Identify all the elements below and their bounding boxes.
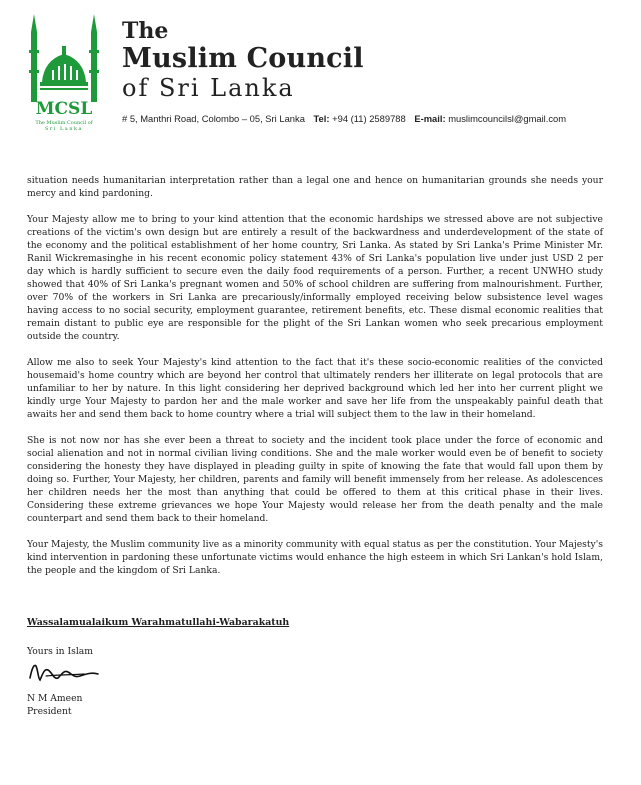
body-paragraph: She is not now nor has she ever been a threat to society and the incident took place under the force of economic and social alienation and not in normal civilian living conditions. She and the male worker would even be of benefit to society considering the honesty they have displayed in pleading guilty in spite of knowing the fate that would fall upon them by doing so. Further, Your Majesty, her children, parents and family will benefit immensely from her release. As adolescences her children needs her the most than anything that could be offered to them at this critical phase in their lives. Considering these extreme grievances we hope Your Majesty would release her from the death penalty and the male counterpart and send them back to their homeland.: [27, 435, 603, 524]
closing-block: [27, 617, 289, 628]
mcsl-logo: [22, 10, 106, 134]
org-title-the: The: [122, 18, 169, 44]
email-value: muslimcouncilsl@gmail.com: [448, 113, 567, 124]
logo-caption-line1: The Muslim Council of: [35, 120, 93, 126]
signer-block: [27, 692, 82, 718]
email-label: E-mail:: [414, 113, 446, 124]
org-title-location: of Sri Lanka: [122, 74, 295, 102]
body-paragraph: Your Majesty allow me to bring to your kind attention that the economic hardships we stressed above are not subjective creations of the victim's own design but are entirely a result of the backwardness and underdevelopment of the state of the economy and the political establishment of her home country, Sri Lanka. As stated by Sri Lanka's Prime Minister Mr. Ranil Wickremasinghe in his recent economic policy statement 43% of Sri Lanka's population live under just USD 2 per day which is hardly sufficient to secure even the daily food requirements of a person. Further, a recent UNWHO study showed that 40% of Sri Lanka's pregnant women and 50% of school children are suffering from malnourishment. Further, over 70% of the workers in Sri Lanka are precariously/informally employed receiving below subsistence level wages having access to no social security, employment guarantee, retirement benefits, etc. These dismal economic realities that remain distant to public eye are responsible for the plight of the Sri Lankan women who seek precarious employment outside the country.: [27, 214, 603, 342]
logo-wordmark: MCSL: [35, 99, 93, 119]
body-paragraph: Your Majesty, the Muslim community live as a minority community with equal status as per the constitution. Your Majesty's kind intervention in pardoning these unfortunate victims would enhance the high esteem in which Sri Lankan's hold Islam, the people and the kingdom of Sri Lanka.: [27, 539, 603, 576]
tel-label: Tel:: [313, 113, 330, 124]
letter-body: [27, 174, 603, 590]
right-minaret-icon: [89, 14, 99, 102]
signature-image: [26, 658, 106, 686]
org-title-name: Muslim Council: [122, 43, 364, 74]
logo-caption-line2: Sri Lanka: [44, 126, 84, 132]
tel-value: +94 (11) 2589788: [332, 113, 406, 124]
address-text: # 5, Manthri Road, Colombo – 05, Sri Lanka: [122, 113, 305, 124]
contact-line: [122, 113, 637, 124]
signer-name: N M Ameen: [27, 693, 83, 704]
signer-title: President: [27, 706, 72, 717]
left-minaret-icon: [29, 14, 39, 102]
body-paragraph: Allow me also to seek Your Majesty's kind attention to the fact that it's these socio-economic realities of the convicted housemaid's home country which are beyond her control that ultimately renders her illiterate on legal protocols that are unfamiliar to her by nature. In this light considering her deprived background which led her into her current plight we kindly urge Your Majesty to pardon her and the male worker and save her life from the unspeakably painful death that awaits her and send them back to home country where a trial will subject them to the law in their homeland.: [27, 357, 603, 420]
salutation: Wassalamualaikum Warahmatullahi-Wabarakatuh: [27, 617, 290, 628]
yours-in-islam: Yours in Islam: [27, 646, 93, 657]
body-paragraph: situation needs humanitarian interpretation rather than a legal one and hence on humanitarian grounds she needs your mercy and kind pardoning.: [27, 175, 603, 199]
organisation-title: [122, 20, 364, 100]
